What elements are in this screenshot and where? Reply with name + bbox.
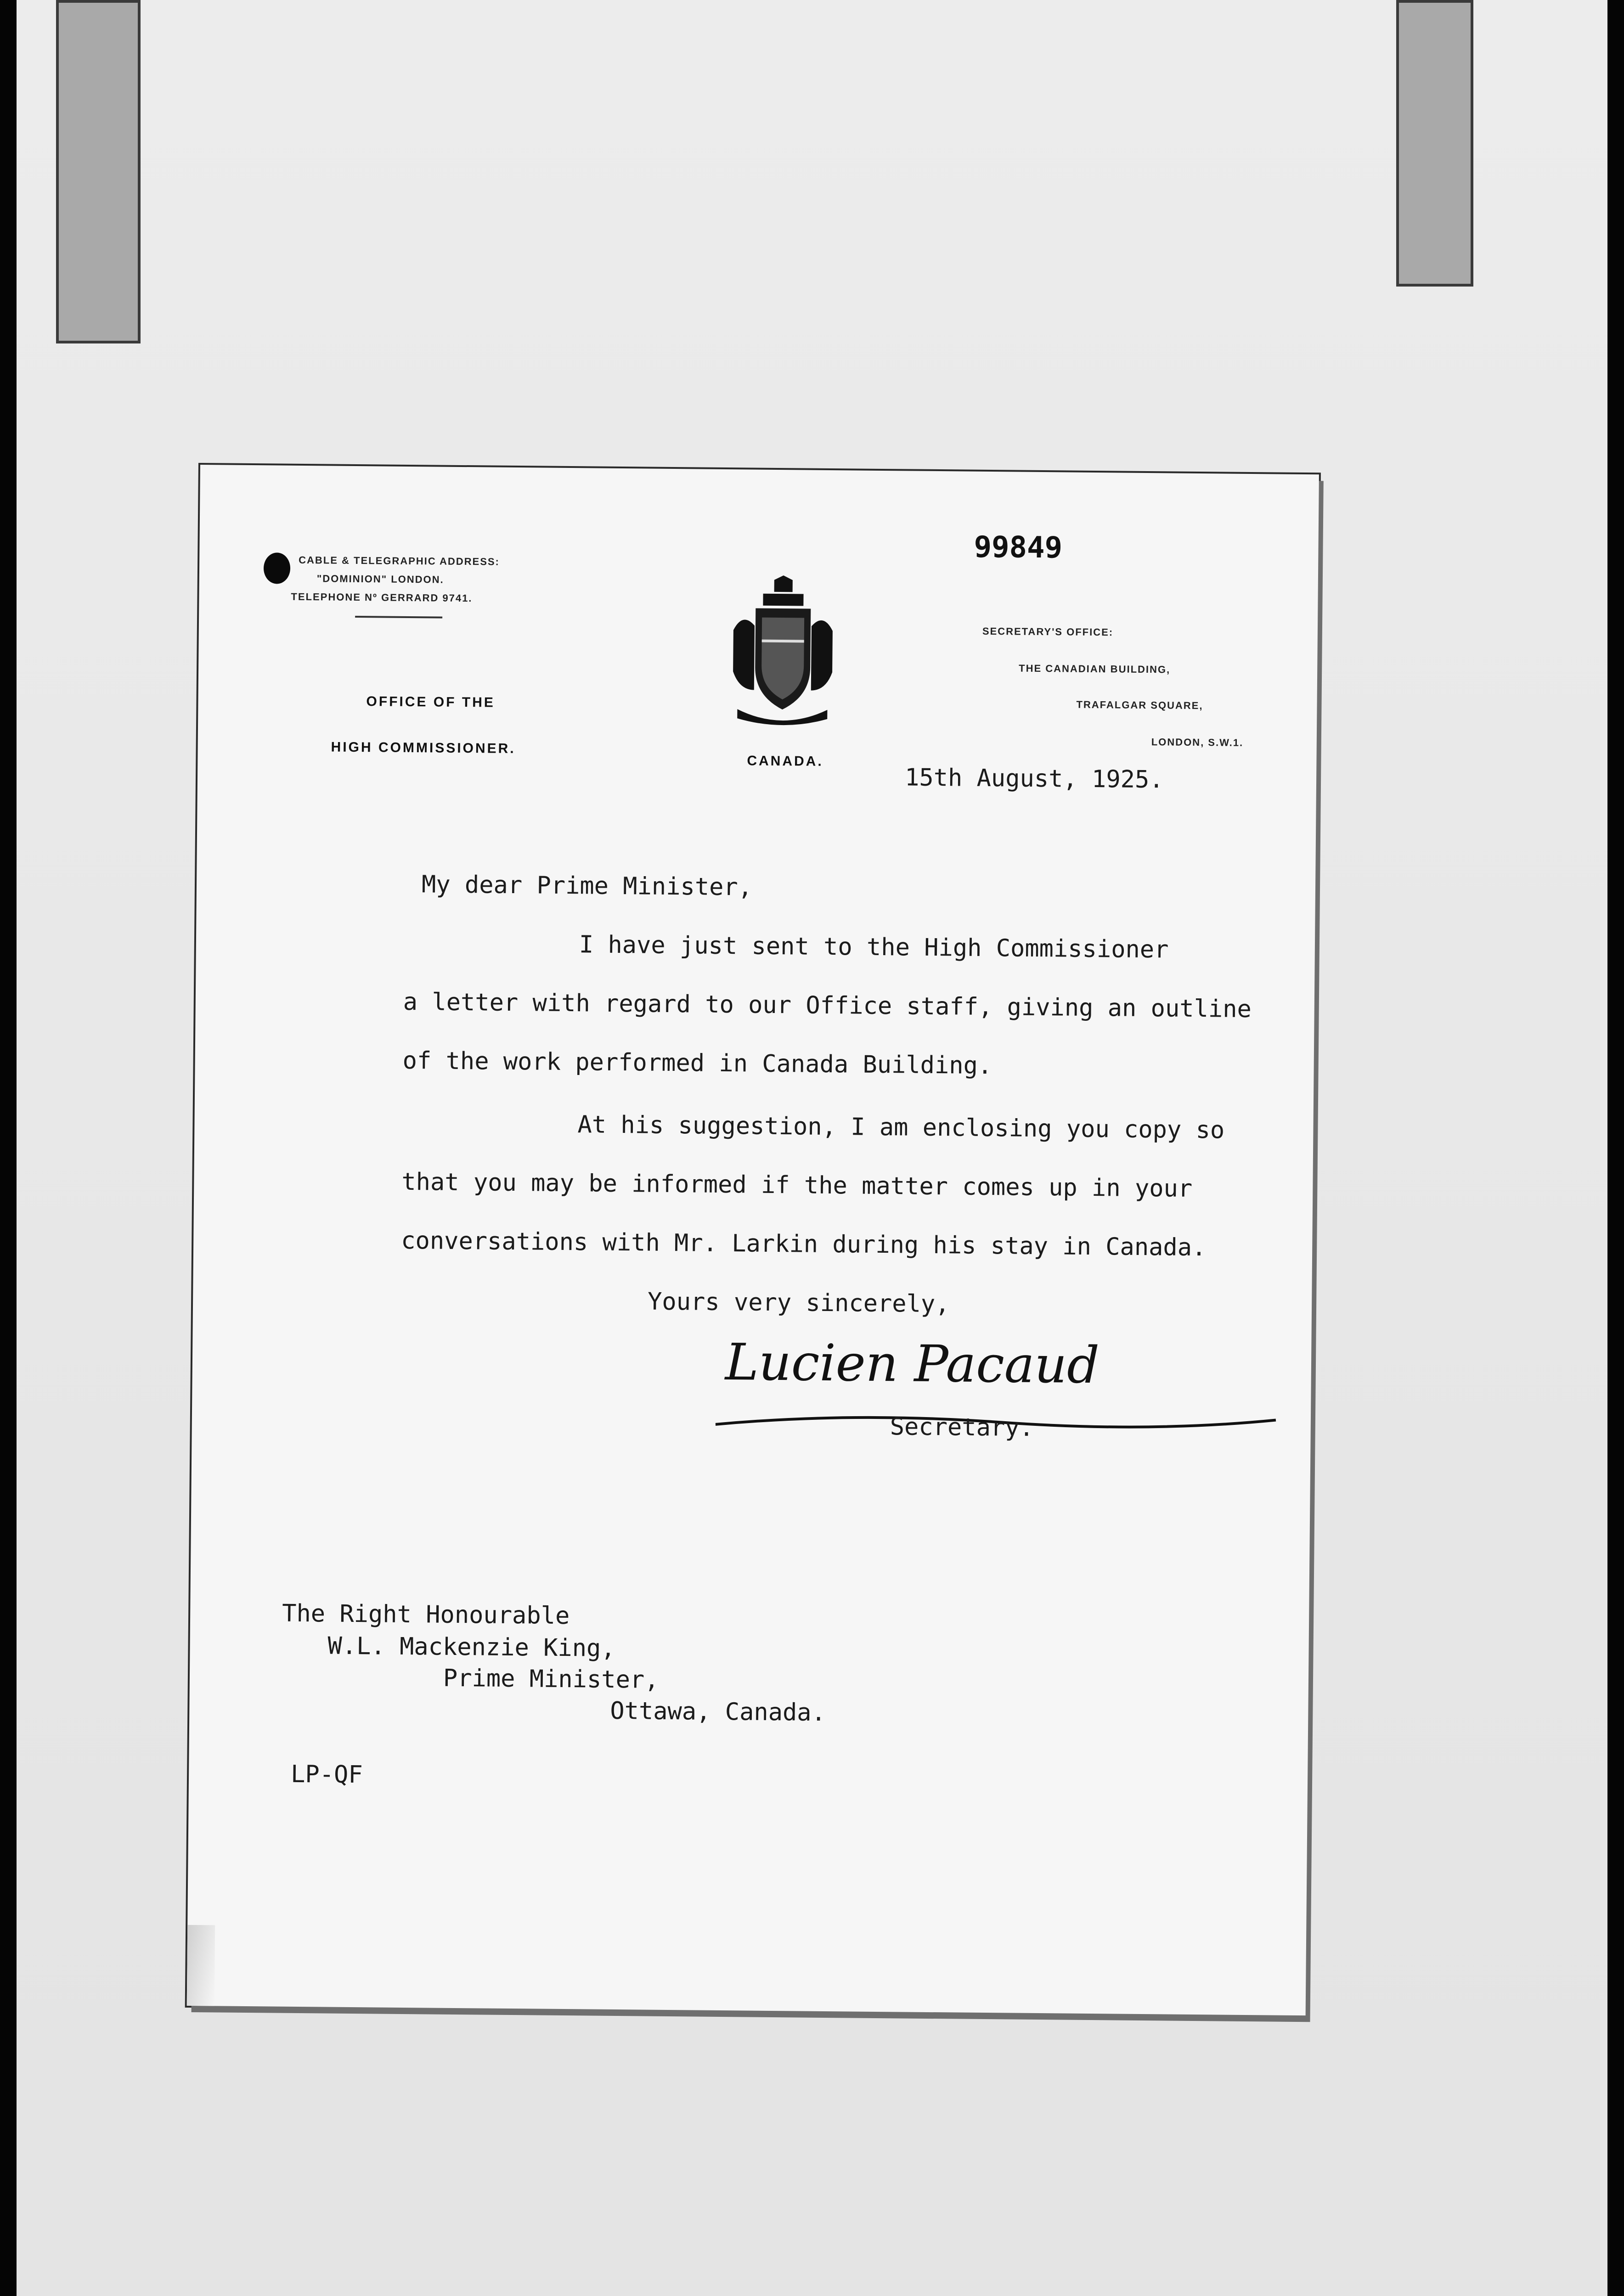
cable-address-label: CABLE & TELEGRAPHIC ADDRESS: (299, 554, 500, 568)
body-line: conversations with Mr. Larkin during his stay in Canada. (401, 1227, 1207, 1262)
cable-address: "DOMINION" LONDON. (316, 573, 444, 585)
office-line-1: OFFICE OF THE (366, 694, 495, 710)
canada-coat-of-arms-icon (728, 575, 838, 732)
address-line-1: THE CANADIAN BUILDING, (1019, 662, 1171, 675)
mounting-tape (1396, 0, 1473, 287)
closing: Yours very sincerely, (647, 1288, 950, 1318)
office-line-2: HIGH COMMISSIONER. (331, 739, 516, 757)
signer-title: Secretary. (890, 1413, 1034, 1442)
letter-date: 15th August, 1925. (904, 764, 1164, 794)
recipient-line: The Right Honourable (282, 1599, 570, 1630)
rule (355, 616, 442, 619)
body-line: of the work performed in Canada Building. (402, 1047, 992, 1080)
country-label: CANADA. (747, 753, 823, 769)
typist-initials: LP-QF (290, 1760, 363, 1789)
recipient-line: Ottawa, Canada. (610, 1697, 826, 1727)
body-line: I have just sent to the High Commissioner (579, 931, 1169, 964)
recipient-line: Prime Minister, (443, 1664, 659, 1694)
telephone: TELEPHONE Nº GERRARD 9741. (291, 591, 473, 604)
address-line-3: LONDON, S.W.1. (1151, 736, 1244, 748)
document-number: 99849 (974, 530, 1063, 565)
body-line: that you may be informed if the matter comes up in your (401, 1168, 1193, 1203)
secretary-office-label: SECRETARY'S OFFICE: (982, 625, 1114, 638)
address-line-2: TRAFALGAR SQUARE, (1076, 698, 1203, 712)
signature: Lucien Pacaud (725, 1333, 1100, 1395)
body-line: At his suggestion, I am enclosing you copy so (577, 1111, 1225, 1144)
mounting-tape (56, 0, 141, 343)
body-line: a letter with regard to our Office staff, giving an outline (403, 988, 1252, 1024)
letterhead-contact (272, 551, 500, 608)
letter-page (187, 465, 1319, 2015)
curled-corner (187, 1925, 215, 2006)
ink-blot (264, 552, 291, 584)
salutation: My dear Prime Minister, (421, 871, 753, 901)
recipient-line: W.L. Mackenzie King, (327, 1632, 615, 1662)
